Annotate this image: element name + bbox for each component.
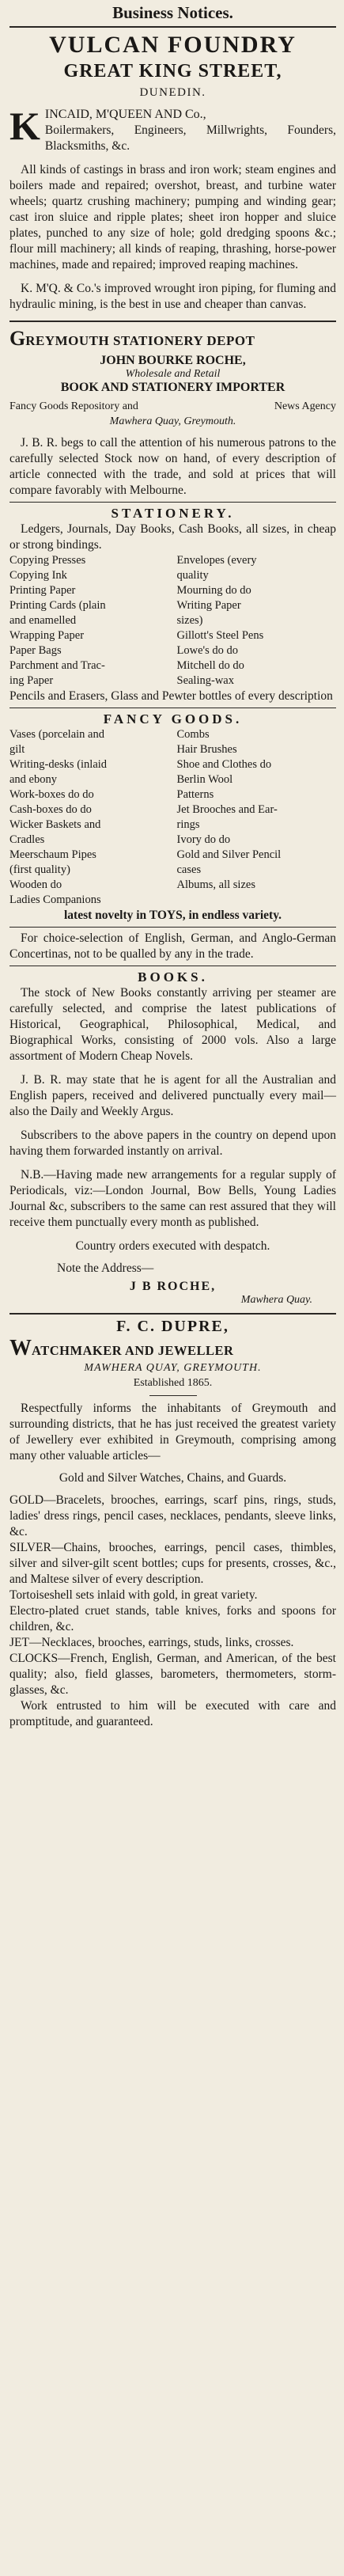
dupre-watches: Gold and Silver Watches, Chains, and Guards. bbox=[59, 1471, 287, 1485]
list-item: Mourning do do bbox=[176, 584, 251, 597]
list-item: sizes) bbox=[176, 614, 203, 627]
list-item: Wicker Baskets and bbox=[9, 818, 101, 831]
fancy-goods-list bbox=[9, 727, 336, 908]
list-item: Albums, all sizes bbox=[176, 878, 255, 891]
list-item: cases bbox=[176, 863, 202, 876]
list-item: Berlin Wool bbox=[176, 773, 233, 786]
dupre-dropcap: W bbox=[9, 1336, 32, 1360]
dupre-established: Established 1865. bbox=[133, 1376, 213, 1389]
list-item: gilt bbox=[9, 743, 25, 756]
roche-dropcap: G bbox=[9, 327, 26, 350]
list-item bbox=[177, 893, 337, 908]
list-item: rings bbox=[176, 818, 200, 831]
divider bbox=[9, 502, 336, 503]
divider bbox=[9, 321, 336, 322]
dupre-jeweller-ad bbox=[9, 1318, 336, 1730]
fancy-goods-heading: FANCY GOODS. bbox=[103, 711, 243, 727]
list-item: Cash-boxes do do bbox=[9, 803, 92, 816]
stationery-list bbox=[9, 553, 336, 689]
roche-news-agency: News Agency bbox=[274, 400, 336, 412]
dupre-closing: Work entrusted to him will be executed with care and promptitude, and guaranteed. bbox=[9, 1699, 336, 1728]
list-item: Mitchell do do bbox=[176, 659, 244, 672]
dupre-clocks: CLOCKS—French, English, German, and American, of the best quality; also, field glasses, barometers, thermometers, storm-glasses, &c. bbox=[9, 1652, 336, 1697]
dupre-trade-heading bbox=[9, 1336, 336, 1361]
toys-line: latest novelty in TOYS, in endless variety. bbox=[63, 909, 282, 922]
list-item: Printing Cards (plain bbox=[9, 599, 106, 612]
list-item: Cradles bbox=[9, 833, 45, 846]
list-item: quality bbox=[176, 569, 209, 582]
list-item: Wrapping Paper bbox=[9, 629, 85, 642]
list-item: Ivory do do bbox=[176, 833, 231, 846]
roche-repository-row bbox=[9, 400, 336, 415]
list-item: Hair Brushes bbox=[176, 743, 237, 756]
roche-repository: Fancy Goods Repository and bbox=[9, 400, 138, 412]
list-item: Wooden do bbox=[9, 878, 62, 891]
subscribers-para: Subscribers to the above papers in the country on depend upon having them forwarded instantly on arrival. bbox=[9, 1129, 336, 1158]
stationery-heading: STATIONERY. bbox=[111, 506, 235, 521]
vulcan-street: GREAT KING STREET, bbox=[63, 61, 282, 82]
list-item: Gillott's Steel Pens bbox=[176, 629, 264, 642]
books-heading: BOOKS. bbox=[138, 969, 208, 984]
list-item: Shoe and Clothes do bbox=[176, 758, 272, 771]
list-item: and enamelled bbox=[9, 614, 77, 627]
roche-depot: REYMOUTH STATIONERY DEPOT bbox=[25, 333, 255, 348]
note-address: Note the Address— bbox=[57, 1261, 154, 1275]
vulcan-firm-name: INCAID, M'QUEEN AND Co., bbox=[44, 108, 206, 121]
roche-importer: BOOK AND STATIONERY IMPORTER bbox=[60, 381, 285, 394]
list-item: Copying Presses bbox=[9, 554, 86, 567]
roche-name: JOHN BOURKE ROCHE, bbox=[100, 354, 246, 367]
vulcan-foundry-ad bbox=[9, 31, 336, 313]
list-item: Parchment and Trac- bbox=[9, 659, 105, 672]
divider bbox=[149, 1395, 197, 1396]
dupre-name: F. C. DUPRE, bbox=[116, 1318, 229, 1335]
vulcan-firm-trades: Boilermakers, Engineers, Millwrights, Founders, Blacksmiths, &c. bbox=[44, 123, 336, 153]
roche-depot-heading bbox=[9, 327, 336, 351]
dupre-gold: GOLD—Bracelets, brooches, earrings, scarf pins, rings, studs, ladies' dress rings, pencil cases, necklaces, pendants, sleeve links, &c. bbox=[9, 1493, 336, 1538]
list-item: Gold and Silver Pencil bbox=[176, 848, 282, 861]
list-item: Copying Ink bbox=[9, 569, 67, 582]
list-item: Writing-desks (inlaid bbox=[9, 758, 108, 771]
roche-trade: Wholesale and Retail bbox=[125, 368, 221, 380]
agent-para: J. B. R. may state that he is agent for all the Australian and English papers, received and delivered punctually every mail—also the Daily and Weekly Argus. bbox=[9, 1073, 336, 1118]
list-item: Vases (porcelain and bbox=[9, 728, 104, 741]
dupre-jet: JET—Necklaces, brooches, earrings, studs, links, crosses. bbox=[9, 1636, 294, 1649]
list-item: Patterns bbox=[176, 788, 214, 801]
list-item: and ebony bbox=[9, 773, 57, 786]
list-item: Ladies Companions bbox=[9, 893, 101, 906]
roche-intro: J. B. R. begs to call the attention of his numerous patrons to the carefully selected Stock now on hand, of every description of article connected with the trade, and sold at prices that will compare favorably with Melbourne. bbox=[9, 436, 336, 497]
dupre-intro: Respectfully informs the inhabitants of Greymouth and surrounding districts, that he has just received the greatest variety of Jewellery ever exhibited in Greymouth, comprising among many other valuable articles— bbox=[9, 1402, 336, 1463]
list-item: Sealing-wax bbox=[176, 674, 234, 687]
list-item: Envelopes (every bbox=[176, 554, 257, 567]
vulcan-firm bbox=[9, 104, 336, 154]
address-place: Mawhera Quay. bbox=[240, 1294, 312, 1306]
concertinas-para: For choice-selection of English, German, and Anglo-German Concertinas, not to be qualled by any in the trade. bbox=[9, 931, 336, 961]
list-item: ing Paper bbox=[9, 674, 54, 687]
nb-para: N.B.—Having made new arrangements for a regular supply of Periodicals, viz:—London Journal, Bow Bells, Young Ladies Journal &c, subscribers to the same can rest assured that they will receive them punctually every month as published. bbox=[9, 1168, 336, 1229]
dupre-tortoiseshell: Tortoiseshell sets inlaid with gold, in great variety. bbox=[9, 1588, 258, 1602]
section-header bbox=[9, 0, 336, 23]
list-item: (first quality) bbox=[9, 863, 70, 876]
books-para: The stock of New Books constantly arriving per steamer are carefully selected, and comprise the latest publications of Historical, Geographical, Philosophical, Medical, and Biographical Works, consisting of 2000 vols. Also a large assortment of Modern Cheap Novels. bbox=[9, 986, 336, 1063]
roche-stationery-ad bbox=[9, 327, 336, 1307]
country-orders: Country orders executed with despatch. bbox=[75, 1239, 270, 1253]
vulcan-title: VULCAN FOUNDRY bbox=[49, 32, 297, 58]
list-item: Paper Bags bbox=[9, 644, 62, 657]
vulcan-dropcap: K bbox=[9, 104, 40, 148]
list-item: Printing Paper bbox=[9, 584, 76, 597]
list-item: Meerschaum Pipes bbox=[9, 848, 96, 861]
stationery-lead: Ledgers, Journals, Day Books, Cash Books, all sizes, in cheap or strong bindings. bbox=[9, 522, 336, 552]
stationery-tail: Pencils and Erasers, Glass and Pewter bottles of every description bbox=[9, 689, 333, 703]
dupre-electro: Electro-plated cruet stands, table knives, forks and spoons for children, &c. bbox=[9, 1604, 336, 1633]
dupre-silver: SILVER—Chains, brooches, earrings, pencil cases, thimbles, silver and silver-gilt scent bottles; cups for presents, crosses, &c., and Maltese silver of every description. bbox=[9, 1541, 336, 1586]
list-item: Lowe's do do bbox=[176, 644, 239, 657]
divider bbox=[9, 1313, 336, 1315]
vulcan-city: DUNEDIN. bbox=[139, 86, 206, 99]
address-name: J B ROCHE, bbox=[129, 1280, 217, 1293]
list-item: Jet Brooches and Ear- bbox=[176, 803, 278, 816]
roche-quay: Mawhera Quay, Greymouth. bbox=[109, 415, 236, 427]
vulcan-piping: K. M'Q. & Co.'s improved wrought iron piping, for fluming and hydraulic mining, is the best in use and cheaper than canvas. bbox=[9, 282, 336, 311]
list-item: Writing Paper bbox=[176, 599, 241, 612]
vulcan-services: All kinds of castings in brass and iron work; steam engines and boilers made and repaired; overshot, breast, and turbine water wheels; quartz crushing machinery; pumping and winding gear; cast iron sluice and ripple plates; sheet iron hopper and sluice plates, punched to any size of hole; gold dredging spoons &c.; flour mill machinery; all kinds of reaping, thrashing, horse-power machines, made and repaired; improved reaping machines. bbox=[9, 163, 336, 271]
dupre-address: MAWHERA QUAY, GREYMOUTH. bbox=[84, 1362, 262, 1374]
list-item: Combs bbox=[176, 728, 210, 741]
header-rule bbox=[9, 26, 336, 28]
section-title: Business Notices. bbox=[112, 3, 233, 22]
divider bbox=[9, 927, 336, 928]
list-item: Work-boxes do do bbox=[9, 788, 94, 801]
dupre-trade: ATCHMAKER AND JEWELLER bbox=[32, 1343, 234, 1358]
